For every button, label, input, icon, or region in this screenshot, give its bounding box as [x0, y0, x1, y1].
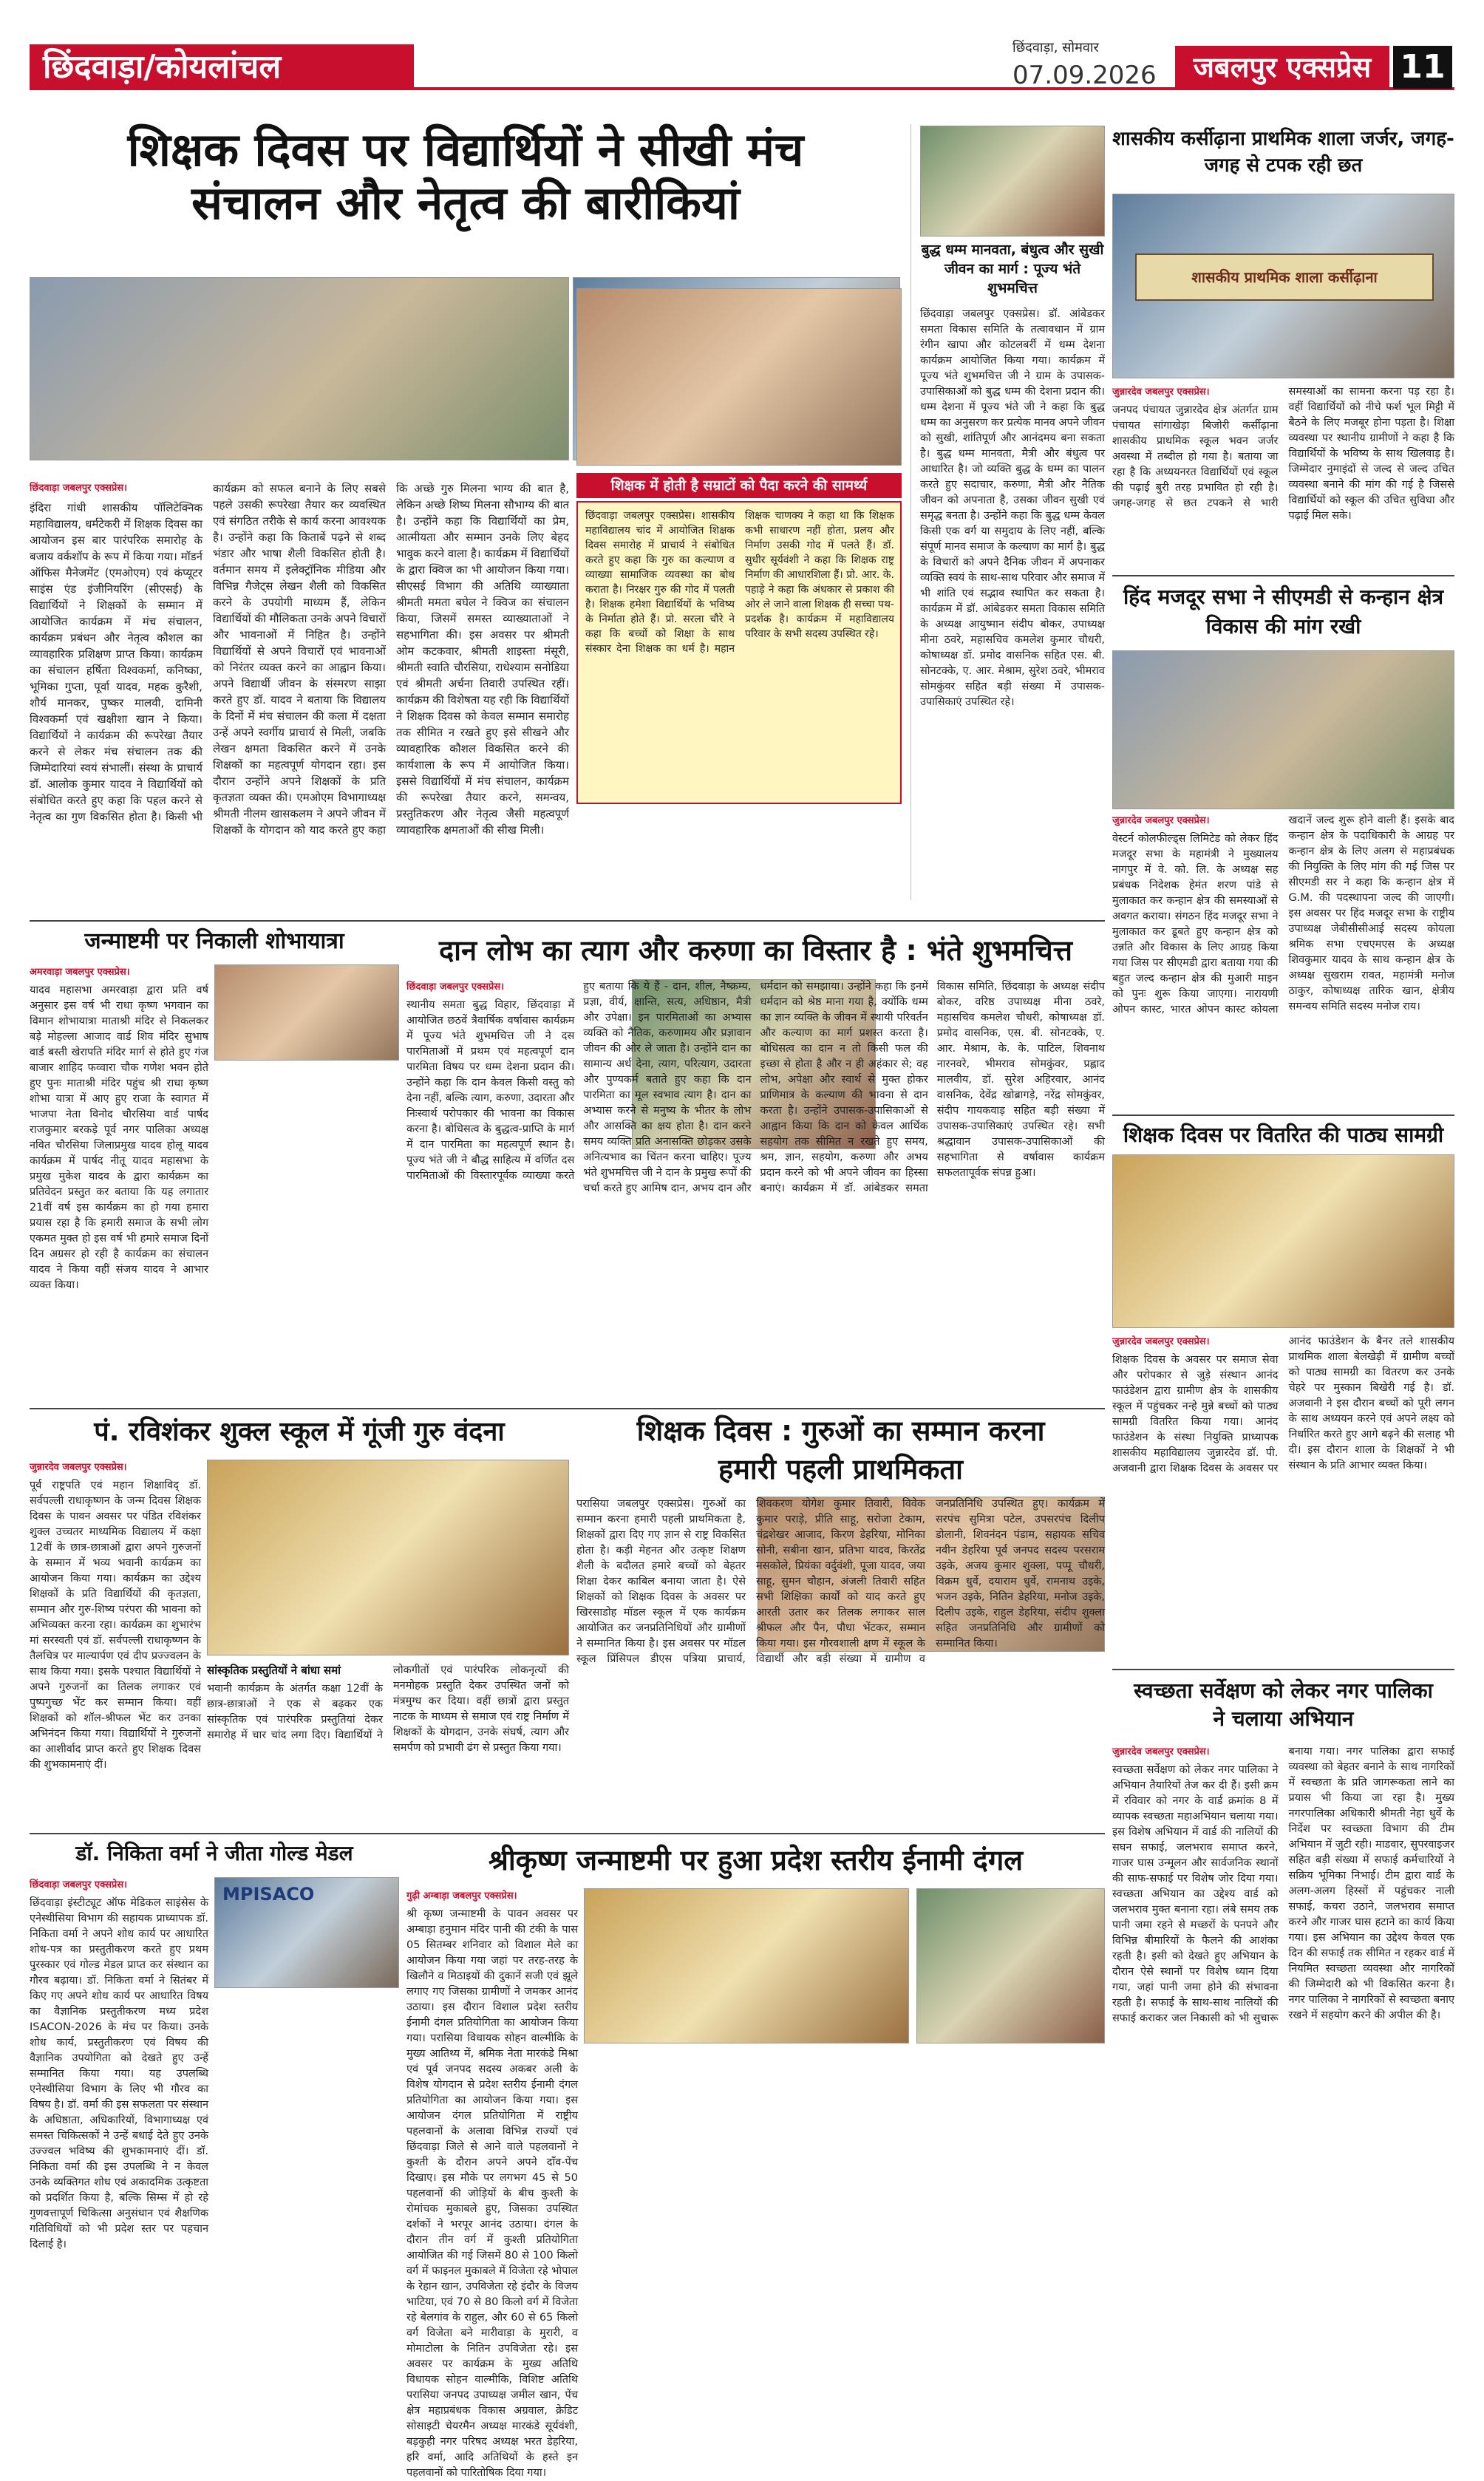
dangal-photo-2 [916, 1888, 1105, 2043]
ravishankar-article [30, 1460, 201, 1829]
nikita-photo [214, 1877, 399, 1988]
dangal-article [406, 1888, 578, 2479]
buddha-photo [920, 126, 1105, 236]
divider [1112, 575, 1454, 576]
city-day: छिंदवाड़ा, सोमवार [1012, 40, 1099, 55]
lead-headline-2: संचालन और नेतृत्व की बारीकियां [191, 176, 740, 230]
union-dateline: जुन्नारदेव जबलपुर एक्सप्रेस। [1112, 815, 1210, 826]
issue-date: 07.09.2026 [1012, 61, 1157, 90]
daan-dateline: छिंदवाड़ा जबलपुर एक्सप्रेस। [406, 981, 505, 993]
roof-headline: शासकीय कर्सीढ़ाना प्राथमिक शाला जर्जर, जगह-जगह से टपक रही छत [1112, 128, 1454, 177]
lead-photo-classroom [30, 277, 569, 460]
procession-dateline: अमरवाड़ा जबलपुर एक्सप्रेस। [30, 967, 130, 978]
ravishankar-body: पूर्व राष्ट्रपति एवं महान शिक्षाविद् डॉ. सर्वपल्ली राधाकृष्णन के जन्म दिवस शिक्षक दिवस के पावन अवसर पर पंडित रविशंकर शुक्ल उच्चतर माध्यमिक विद्यालय में कक्षा 12वीं के छात्र-छात्राओं द्वारा अपने गुरुजनों के सम्मान में भव्य भवानी कार्यक्रम का आयोजन किया गया। कार्यक्रम का उद्देश्य शिक्षकों के प्रति विद्यार्थियों की कृतज्ञता, सम्मान और गुरु-शिष्य परंपरा की भावना को अभिव्यक्त करना रहा। कार्यक्रम का शुभारंभ मां सरस्वती एवं डॉ. सर्वपल्ली राधाकृष्णन के तैलचित्र पर माल्यार्पण एवं दीप प्रज्ज्वलन के साथ किया गया। इसके पश्चात विद्यार्थियों ने अपने गुरुजनों का तिलक लगाकर एवं पुष्पगुच्छ भेंट कर सम्मान किया। वहीं शिक्षकों को शॉल-श्रीफल भेंट कर उनका अभिनंदन किया गया। विद्यार्थियों ने गुरुजनों का आशीर्वाद प्राप्त करते हुए शिक्षक दिवस की शुभकामनाएं दीं। [30, 1480, 201, 1771]
lead-body: इंदिरा गांधी शासकीय पॉलिटेक्निक महाविद्यालय, धर्मटेकरी में शिक्षक दिवस का आयोजन इस बार पारंपरिक समारोह के बजाय वर्कशॉप के रूप में किया गया। मॉडर्न ऑफिस मैनेजमेंट (एमओएम) एवं कंप्यूटर साइंस एंड इंजीनियरिंग (सीएसई) के विद्यार्थियों ने शिक्षकों के सम्मान में आयोजित कार्यक्रम में मंच संचालन, कार्यक्रम प्रबंधन और नेतृत्व कौशल का व्यावहारिक प्रशिक्षण प्राप्त किया। कार्यक्रम का संचालन हर्षिता विश्वकर्मा, कनिष्का, भूमिका गुप्ता, पूर्वा यादव, महक कुरैशी, शौर्य मानकर, पुष्कर मालवी, दामिनी विश्वकर्मा एवं खक्षीशा खान ने किया। विद्यार्थियों ने कार्यक्रम की रूपरेखा तैयार करने से लेकर मंच संचालन तक की जिम्मेदारियां स्वयं संभालीं। संस्था के प्राचार्य डॉ. आलोक कुमार यादव ने विद्यार्थियों को संबोधित करते हुए कहा कि पहल करने से नेतृत्व का गुण विकसित होता है। किसी भी कार्यक्रम को सफल बनाने के लिए सबसे पहले उसकी रूपरेखा तैयार कर व्यवस्थित एवं संगठित तरीके से कार्य करना आवश्यक है। उन्होंने कहा कि किताबें पढ़ने से शब्द भंडार और भाषा शैली विकसित होती है। वर्तमान समय में इलेक्ट्रॉनिक मीडिया और विभिन्न गैजेट्स लेखन शैली को विकसित करने के उपयोगी माध्यम हैं, लेकिन विद्यार्थियों की मौलिकता उनके अपने विचारों और भावनाओं में निहित है। उन्होंने विद्यार्थियों से अपने विचारों एवं भावनाओं को निरंतर व्यक्त करने का आह्वान किया। अपने विद्यार्थी जीवन के संस्मरण साझा करते हुए डॉ. यादव ने बताया कि विद्यालय के दिनों में मंच संचालन की कला में दक्षता उन्हें अपने स्वर्गीय प्राचार्य से मिली, जबकि लेखन क्षमता विकसित करने में उनके शिक्षकों का महत्वपूर्ण योगदान रहा। इस दौरान उन्होंने अपने शिक्षकों के प्रति कृतज्ञता व्यक्त की। एमओएम विभागाध्यक्ष श्रीमती नीलम खासकलम ने अपने जीवन में शिक्षकों के योगदान को याद करते हुए कहा कि अच्छे गुरु मिलना भाग्य की बात है, लेकिन अच्छे शिष्य मिलना सौभाग्य की बात है। उन्होंने कहा कि विद्यार्थियों का प्रेम, आत्मीयता और सम्मान उनके लिए बेहद भावुक करने वाला है। कार्यक्रम में विद्यार्थियों के द्वारा क्विज का भी आयोजन किया गया। सीएसई विभाग की अतिथि व्याख्याता श्रीमती ममता बघेल ने क्विज का संचालन किया, जिसमें समस्त व्याख्याताओं ने सहभागिता की। इस अवसर पर श्रीमती ओम कटकवार, श्रीमती शाइस्ता मंसूरी, श्रीमती स्वाति चौरसिया, राधेश्याम सनोडिया एवं श्रीमती अर्चना तिवारी उपस्थित रहीं। कार्यक्रम की विशेषता यह रही कि विद्यार्थियों ने शिक्षक दिवस को केवल सम्मान समारोह तक सीमित न रखते हुए इसे सीखने और व्यावहारिक कौशल विकसित करने की कार्यशाला के रूप में आयोजित किया। इससे विद्यार्थियों में मंच संचालन, कार्यक्रम की रूपरेखा तैयार करने, समन्वय, प्रस्तुतिकरण और नेतृत्व जैसी महत्वपूर्ण व्यावहारिक क्षमताओं की सीख मिली। [30, 482, 569, 837]
section-title: छिंदवाड़ा/कोयलांचल [30, 44, 414, 90]
center-body: छिंदवाड़ा जबलपुर एक्सप्रेस। शासकीय महाविद्यालय चांद में आयोजित शिक्षक दिवस समारोह में प्राचार्य ने संबोधित करते हुए कहा कि गुरु का कल्याण व व्याख्या सामाजिक व्यवस्था का बोध कराता है। निरक्षर गुरु की गोद में पलती है। शिक्षक हमेशा विद्यार्थियों के भविष्य के निर्माता होते हैं। प्रो. सरला चौरे ने कहा कि बच्चों को शिक्षा के साथ संस्कार देना शिक्षक का धर्म है। महान शिक्षक चाणक्य ने कहा था कि शिक्षक कभी साधारण नहीं होता, प्रलय और निर्माण उसकी गोद में पलते हैं। डॉ. सुधीर सूर्यवंशी ने कहा कि शिक्षक राष्ट्र निर्माण की आधारशिला हैं। प्रो. आर. के. पहाड़े ने कहा कि अंधकार से प्रकाश की ओर ले जाने वाला शिक्षक ही सच्चा पथ-प्रदर्शक है। कार्यक्रम में महाविद्यालय परिवार के सभी सदस्य उपस्थित रहे। [585, 510, 894, 655]
divider [30, 1408, 1105, 1409]
nikita-body: छिंदवाड़ा इंस्टीट्यूट ऑफ मेडिकल साइंसेस के एनेस्थीसिया विभाग की सहायक प्राध्यापक डॉ. निकिता वर्मा ने अपने शोध कार्य पर आधारित शोध-पत्र का प्रस्तुतीकरण करते हुए प्रथम पुरस्कार एवं गोल्ड मेडल प्राप्त कर संस्थान का गौरव बढ़ाया। डॉ. निकिता वर्मा ने सितंबर में किए गए अपने शोध कार्य पर आधारित विषय का वैज्ञानिक प्रस्तुतीकरण मध्य प्रदेश ISACON-2026 के मंच पर किया। उनके शोध कार्य, प्रस्तुतीकरण एवं विषय की वैज्ञानिक उपयोगिता को देखते हुए उन्हें सम्मानित किया गया। यह उपलब्धि एनेस्थीसिया विभाग के लिए भी गौरव का विषय है। डॉ. वर्मा की इस सफलता पर संस्थान के अधिष्ठाता, अधिकारियों, विभागाध्यक्ष एवं समस्त चिकित्सकों ने उन्हें बधाई देते हुए उनके उज्ज्वल भविष्य की शुभकामनाएं दीं। डॉ. निकिता वर्मा की इस उपलब्धि ने न केवल उनके व्यक्तिगत शोध एवं अकादमिक उत्कृष्टता को प्रदर्शित किया है, बल्कि सिम्स में हो रहे गुणवत्तापूर्ण चिकित्सा अनुसंधान एवं शैक्षणिक गतिविधियों को भी प्रदेश स्तर पर पहचान दिलाई है। [30, 1897, 208, 2250]
union-photo [1112, 650, 1454, 809]
roof-article [1112, 384, 1454, 569]
divider [30, 1833, 1105, 1834]
page-number: 11 [1393, 46, 1452, 89]
procession-article [30, 964, 208, 1401]
roof-body: जनपद पंचायत जुन्नारदेव क्षेत्र अंतर्गत ग्राम पंचायत सांगाखेड़ा बिजोरी कर्सीढ़ाना शासकीय प्राथमिक स्कूल भवन जर्जर अवस्था में तब्दील हो गया है। बताया जा रहा है कि अध्ययनरत विद्यार्थियों एवं स्कूल की पढ़ाई बुरी तरह प्रभावित हो रही है। जगह-जगह से छत टपकने से भारी समस्याओं का सामना करना पड़ रहा है। वहीं विद्यार्थियों को नीचे फर्श भूल मिट्टी में बैठने के लिए मजबूर होना पड़ता है। शिक्षा व्यवस्था पर स्थानीय ग्रामीणों ने कहा है कि विद्यार्थियों के भविष्य के साथ खिलवाड़ है। जिम्मेदार नुमाइंदों से जल्द से जल्द उचित व्यवस्था बनाने की मांग की गई है जिससे विद्यार्थियों को स्कूल की उचित सुविधा और पढ़ाई मिल सके। [1112, 386, 1454, 522]
dangal-dateline: गुढ़ी अम्बाड़ा जबलपुर एक्सप्रेस। [406, 1890, 517, 1902]
lead-dateline: छिंदवाड़ा जबलपुर एक्सप्रेस। [30, 483, 128, 494]
buddha-headline: बुद्ध धम्म मानवता, बंधुत्व और सुखी जीवन का मार्ग : पूज्य भंते शुभमचित्त [921, 242, 1104, 296]
ravishankar-headline: पं. रविशंकर शुक्ल स्कूल में गूंजी गुरु वंदना [94, 1417, 505, 1447]
divider [1112, 1669, 1454, 1670]
samman-headline-2: हमारी पहली प्राथमिकता [718, 1453, 963, 1485]
paper-name: जबलपुर एक्सप्रेस [1175, 46, 1389, 89]
clean-dateline: जुन्नारदेव जबलपुर एक्सप्रेस। [1112, 1746, 1210, 1757]
nikita-photo-logo: MPISACO [222, 1884, 315, 1905]
union-headline: हिंद मजदूर सभा ने सीएमडी से कन्हान क्षेत्र विकास की मांग रखी [1123, 585, 1444, 639]
buddha-body: छिंदवाड़ा जबलपुर एक्सप्रेस। डॉ. आंबेडकर समता विकास समिति के तत्वावधान में ग्राम रंगीन खापा और कोटलबर्री में धम्म देशना कार्यक्रम आयोजित किया गया। कार्यक्रम में पूज्य भंते शुभमचित्त जी ने ग्राम के उपासक-उपासिकाओं को बुद्ध धम्म की देशना प्रदान की। धम्म देशना में पूज्य भंते जी ने कहा कि बुद्ध धम्म का अनुसरण कर प्रत्येक मानव अपने जीवन को सुखी, शांतिपूर्ण और आनंदमय बना सकता है। बुद्ध धम्म मानवता, मैत्री और बंधुत्व पर आधारित है। जो व्यक्ति बुद्ध के धम्म का पालन करते हुए सदाचार, करुणा, मैत्री और नैतिक जीवन को अपनाता है, उसका जीवन सुखी एवं समृद्ध बनता है। उन्होंने कहा कि बुद्ध धम्म केवल किसी एक वर्ग या समुदाय के लिए नहीं, बल्कि संपूर्ण मानव समाज के कल्याण का मार्ग है। बुद्ध के विचारों को अपने दैनिक जीवन में अपनाकर व्यक्ति स्वयं के साथ-साथ परिवार और समाज में भी शांति एवं सद्भाव स्थापित कर सकता है। कार्यक्रम में डॉ. आंबेडकर समता विकास समिति के अध्यक्ष आयुष्मान संदीप बोकर, उपाध्यक्ष मीना ठवरे, महासचिव कमलेश कुमार चौधरी, कोषाध्यक्ष डॉ. प्रमोद वासनिक सहित एस. बी. सोनटक्के, ए. आर. मेश्राम, सुरेश ठवरे, भीमराव सोमकुंवर सहित बड़ी संख्या में उपासक-उपासिकाएं उपस्थित रहे। [920, 308, 1106, 708]
union-article [1112, 813, 1454, 1109]
procession-photo [214, 964, 399, 1061]
divider [1112, 1114, 1454, 1116]
books-headline: शिक्षक दिवस पर वितरित की पाठ्य सामग्री [1123, 1123, 1444, 1147]
dangal-headline: श्रीकृष्ण जन्माष्टमी पर हुआ प्रदेश स्तरीय ईनामी दंगल [489, 1844, 1023, 1876]
ravishankar-dateline: जुन्नारदेव जबलपुर एक्सप्रेस। [30, 1462, 127, 1473]
roof-dateline: जुन्नारदेव जबलपुर एक्सप्रेस। [1112, 387, 1210, 398]
ravishankar-body-2: भवानी कार्यक्रम के अंतर्गत कक्षा 12वीं के छात्र-छात्राओं ने एक से बढ़कर एक सांस्कृतिक एवं पारंपरिक प्रस्तुतियां देकर समारोह में चार चांद लगा दिए। विद्यार्थियों ने लोकगीतों एवं पारंपरिक लोकनृत्यों की मनमोहक प्रस्तुति देकर उपस्थित जनों को मंत्रमुग्ध कर दिया। वहीं छात्रों द्वारा प्रस्तुत नाटक के माध्यम से समाज एवं राष्ट्र निर्माण में शिक्षकों के योगदान, उनके संघर्ष, त्याग और समर्पण को प्रभावी ढंग से प्रस्तुत किया गया। [207, 1664, 569, 1754]
books-photo [1112, 1154, 1454, 1328]
roof-photo [1112, 194, 1454, 378]
procession-article-cont [214, 1068, 399, 1401]
ravishankar-subhead: सांस्कृतिक प्रस्तुतियों ने बांधा समां [207, 1664, 341, 1677]
center-caption: शिक्षक में होती है सम्राटों को पैदा करने की सामर्थ्य [576, 473, 902, 498]
dangal-body: श्री कृष्ण जन्माष्टमी के पावन अवसर पर अम्बाड़ा हनुमान मंदिर पानी की टंकी के पास 05 सितम्बर शनिवार को विशाल मेले का आयोजन किया गया जहां पर तरह-तरह के खिलौने व मिठाइयों की दुकानें सजी एवं झूले लगाए गए जिसका ग्रामीणों ने जमकर आनंद उठाया। इस दौरान विशाल प्रदेश स्तरीय ईनामी दंगल प्रतियोगिता का आयोजन किया गया। परासिया विधायक सोहन वाल्मीकि के मुख्य आतिथ्य में, श्रमिक नेता मारकंडे मिश्रा एवं पूर्व जनपद सदस्य अकबर अली के विशेष योगदान से प्रदेश स्तरीय ईनामी दंगल प्रतियोगिता का आयोजन किया गया। इस आयोजन दंगल प्रतियोगिता में राष्ट्रीय पहलवानों के अलावा विभिन्न राज्यों एवं छिंदवाड़ा जिले से आने वाले पहलवानों ने कुश्ती के दौरान अपने अपने दाँव-पेंच दिखाए। इस मौके पर लगभग 45 से 50 पहलवानों की जोड़ियों के बीच कुश्ती के रोमांचक मुकाबले हुए, जिसका उपस्थित दर्शकों ने भरपूर आनंद उठाया। दंगल के दौरान तीन वर्ग में कुश्ती प्रतियोगिता आयोजित की गई जिसमें 80 से 100 किलो वर्ग में फाइनल मुकाबले में विजेता रहे भोपाल के रेहान खान, उपविजेता रहे इंदौर के विजय भाटिया, एवं 70 से 80 किलो वर्ग में विजेता रहे बेलगांव के राहुल, और 60 से 65 किलो वर्ग विजेता बने मारीवाड़ा के मुरारी, व मोमाटोला के नितिन उपविजेता रहे। इस अवसर पर कार्यक्रम के मुख्य अतिथि विधायक सोहन वाल्मीकि, विशिष्ट अतिथि परासिया जनपद उपाध्यक्ष जमील खान, पेंच क्षेत्र महाप्रबंधक विकास अग्रवाल, क्रेडिट सोसाइटी चेयरमैन अध्यक्ष मारकंडे सूर्यवंशी, बड़कुही नगर परिषद अध्यक्ष भरत डेहरिया, हरि वर्मा, आदि अतिथियों के हस्ते इन पहलवानों को पारितोषिक दिया गया। [406, 1908, 578, 2479]
center-photo-group [576, 288, 902, 466]
union-body: वेस्टर्न कोलफील्ड्स लिमिटेड को लेकर हिंद मजदूर सभा के महामंत्री ने मुख्यालय नागपुर में वे. को. लि. के अध्यक्ष सह प्रबंधक निदेशक हेमंत शरण पांडे से मुलाकात कर कन्हान क्षेत्र की समस्याओं से अवगत कराया। संगठन हिंद मजदूर सभा ने मुलाकात कर डूबते हुए कन्हान क्षेत्र को उन्नति और विकास के लिए आग्रह किया गया जिस पर सीएमडी द्वारा बताया गया की बहुत जल्द कन्हान क्षेत्र की मुआरी माइन को पुनः शुरू किया जाएगा। नारायणी ओपन कास्ट, भारत ओपन कास्ट कोयला खदानें जल्द शुरू होने वाली हैं। इसके बाद कन्हान क्षेत्र के पदाधिकारी के आग्रह पर कन्हान क्षेत्र के लिए अलग से महाप्रबंधक की नियुक्ति के लिए मांग की गई जिस पर सीएमडी सर ने कहा कि कन्हान क्षेत्र में G.M. की पदस्थापना जल्द की जाएगी। इस अवसर पर हिंद मजदूर सभा के राष्ट्रीय उपाध्यक्ष जेबीसीसीआई सदस्य कोयला श्रमिक सभा एचएमएस के अध्यक्ष शिवकुमार यादव के साथ कन्हान क्षेत्र के अध्यक्ष सुखराम रावत, महामंत्री मनोज ठाकुर, कोषाध्यक्ष तारिक खान, क्षेत्रीय समन्वय समिति सदस्य मनोज राय। [1112, 814, 1454, 1015]
roof-sign: शासकीय प्राथमिक शाला कर्सीढ़ाना [1135, 253, 1434, 301]
clean-body: स्वच्छता सर्वेक्षण को लेकर नगर पालिका ने अभियान तैयारियों तेज कर दी हैं। इसी क्रम में रविवार को नगर के वार्ड क्रमांक 8 में व्यापक स्वच्छता महाअभियान चलाया गया। इस विशेष अभियान में वार्ड की नालियों की सघन सफाई, जलभराव समाप्त करने, गाजर घास उन्मूलन और सार्वजनिक स्थानों की साफ-सफाई पर विशेष जोर दिया गया। स्वच्छता अभियान का उद्देश्य वार्ड को जलभराव मुक्त बनाना रहा। लंबे समय तक पानी जमा रहने से मच्छरों के पनपने और विभिन्न बीमारियों के फैलने की आशंका रहती है। इसी को देखते हुए अभियान के दौरान ऐसे स्थानों पर विशेष ध्यान दिया गया, जहां पानी जमा होने की संभावना रहती है। सफाई के साथ-साथ नालियों की सफाई कराकर जल निकासी को भी सुचारू बनाया गया। नगर पालिका द्वारा सफाई व्यवस्था को बेहतर बनाने के साथ नागरिकों में स्वच्छता के प्रति जागरूकता लाने का प्रयास भी किया जा रहा है। मुख्य नगरपालिका अधिकारी श्रीमती नेहा धुर्वे के निर्देश पर स्वच्छता विभाग की टीम अभियान में जुटी रही। माडवार, सुपरवाइजर सहित बड़ी संख्या में सफाई कर्मचारियों ने सक्रिय भूमिका निभाई। टीम द्वारा वार्ड के अलग-अलग हिस्सों में पहुंचकर नाली सफाई, कचरा उठाने, जलभराव समाप्त करने और गाजर घास हटाने का कार्य किया गया। इस अभियान का उद्देश्य केवल एक दिन की सफाई तक सीमित न रहकर वार्ड में नियमित स्वच्छता व्यवस्था और नागरिकों की जिम्मेदारी को भी विकसित करना है। नगर पालिका ने नागरिकों से स्वच्छता बनाए रखने में सहयोग करने की अपील की है। [1112, 1746, 1454, 2024]
books-article [1112, 1334, 1454, 1663]
ravishankar-article-2 [207, 1663, 569, 1829]
samman-body: परासिया जबलपुर एक्सप्रेस। गुरुओं का सम्मान करना हमारी पहली प्राथमिकता है, शिक्षकों द्वारा दिए गए ज्ञान से राष्ट्र विकसित होता है। कड़ी मेहनत और उत्कृष्ट शिक्षण शैली के बदौलत हमारे बच्चों को बेहतर शिक्षा देकर काबिल बनाया जाता है। ऐसे शिक्षकों को शिक्षक दिवस के अवसर पर खिरसाडोह मॉडल स्कूल में एक कार्यक्रम आयोजित कर जनप्रतिनिधियों और ग्रामीणों ने सम्मानित किया है। इस अवसर पर मॉडल स्कूल प्रिंसिपल डीएस पत्रिया प्राचार्य, शिवकरण योगेश कुमार तिवारी, विवेक कुमार पराड़े, प्रीति साहू, सरोजा टेकाम, चंद्रशेखर आजाद, किरण डेहरिया, मोनिका सोनी, सबीना खान, प्रतिभा यादव, किरतेंद्र मसकोले, प्रियंका वर्दुवंशी, पूजा यादव, जया साहू, सुमन चौहान, अंजली तिवारी सहित सभी शिक्षिका कार्यों को याद करते हुए आरती उतार कर तिलक लगाकर साल श्रीफल और पैन, पौधा भेंटकर, सम्मान किया गया। इस गौरवशाली क्षण में स्कूल के विद्यार्थी और बड़ी संख्या में ग्रामीण व जनप्रतिनिधि उपस्थित हुए। कार्यक्रम में सरपंच सुमित्रा पटेल, उपसरपंच दिलीप डोलानी, शिवनंदन पंडाम, सहायक सचिव नवीन डेहरिया पूर्व जनपद सदस्य परसराम उइके, अजय कुमार शुक्ला, पप्पू चौधरी, विक्रम धुर्वे, दयाराम धुर्वे, रामनाथ उइके, भजन उइके, नितिन डेहरिया, मनोज उइके, दिलीप उइके, राहुल डेहरिया, संदीप शुक्ला सहित जनप्रतिनिधि और ग्रामीणों को सम्मानित किया। [576, 1498, 1105, 1665]
procession-headline: जन्माष्टमी पर निकाली शोभायात्रा [84, 928, 344, 954]
divider [30, 920, 1105, 922]
samman-headline-1: शिक्षक दिवस : गुरुओं का सम्मान करना [636, 1415, 1045, 1447]
lead-headline-1: शिक्षक दिवस पर विद्यार्थियों ने सीखी मंच [127, 123, 804, 177]
clean-headline-2: ने चलाया अभियान [1213, 1706, 1354, 1731]
nikita-headline: डॉ. निकिता वर्मा ने जीता गोल्ड मेडल [75, 1841, 353, 1865]
daan-headline: दान लोभ का त्याग और करुणा का विस्तार है : भंते शुभमचित्त [439, 934, 1072, 967]
dangal-photo-1 [584, 1888, 909, 2043]
daan-body: स्थानीय समता बुद्ध विहार, छिंदवाड़ा में आयोजित छठवें त्रैवार्षिक वर्षावास कार्यक्रम में पूज्य भंते शुभमचित्त जी ने दस पारमिताओं में प्रथम एवं महत्वपूर्ण दान पारमिता विषय पर धम्म देशना प्रदान की। उन्होंने कहा कि दान केवल किसी वस्तु को देना नहीं, बल्कि त्याग, करुणा, उदारता और निःस्वार्थ परोपकार की भावना का विकास करना है। बोधिसत्व के बुद्धत्व-प्राप्ति के मार्ग में दान पारमिता का महत्वपूर्ण स्थान है। पूज्य भंते जी ने बौद्ध साहित्य में वर्णित दस पारमिताओं की विस्तारपूर्वक व्याख्या करते हुए बताया कि ये हैं - दान, शील, नैष्क्रम्य, प्रज्ञा, वीर्य, क्षान्ति, सत्य, अधिष्ठान, मैत्री और उपेक्षा। इन पारमिताओं का अभ्यास व्यक्ति को नैतिक, करुणामय और प्रज्ञावान जीवन की ओर ले जाता है। उन्होंने दान का सामान्य अर्थ देना, त्याग, परित्याग, उदारता और पुण्यकर्म बताते हुए कहा कि दान पारमिता का मूल स्वभाव त्याग है। दान का अभ्यास करने से मनुष्य के भीतर के लोभ और आसक्ति का क्षय होता है। दान करने समय व्यक्ति प्रति अनासक्ति छोड़कर उसके अनित्यभाव का चिंतन करना चाहिए। पूज्य भंते शुभमचित्त जी ने दान के प्रमुख रूपों की चर्चा करते हुए आमिष दान, अभय दान और धर्मदान को समझाया। उन्होंने कहा कि इनमें धर्मदान को श्रेष्ठ माना गया है, क्योंकि धम्म का ज्ञान व्यक्ति के जीवन में स्थायी परिवर्तन और कल्याण का मार्ग प्रशस्त करता है। बोधिसत्व का दान न तो किसी फल की इच्छा से होता है और न ही अहंकार से; वह लोभ, अपेक्षा और स्वार्थ से मुक्त होकर प्राणिमात्र के कल्याण की भावना से दान करता है। उन्होंने उपासक-उपासिकाओं से आह्वान किया कि दान को केवल आर्थिक सहयोग तक सीमित न रखते हुए समय, श्रम, ज्ञान, सहयोग, करुणा और अभय प्रदान करने को भी अपने जीवन का हिस्सा बनाएं। कार्यक्रम में डॉ. आंबेडकर समता विकास समिति, छिंदवाड़ा के अध्यक्ष संदीप बोकर, वरिष्ठ उपाध्यक्ष मीना ठवरे, महासचिव कमलेश चौधरी, कोषाध्यक्ष डॉ. प्रमोद वासनिक, एस. बी. सोनटक्के, ए. आर. मेश्राम, के. के. पाटिल, शिवनाथ नारनवरे, भीमराव सोमकुंवर, प्रह्लाद मालवीय, डॉ. सुरेश अहिरवार, आनंद वासनिक, देवेंद्र खोब्रागड़े, नरेंद्र सोमकुंवर, संदीप गायकवाड़ सहित बड़ी संख्या में उपासक-उपासिकाएं उपस्थित रहे। सभी श्रद्धावान उपासक-उपासिकाओं की सहभागिता से वर्षावास कार्यक्रम सफलतापूर्वक संपन्न हुआ। [406, 981, 1105, 1194]
books-body: शिक्षक दिवस के अवसर पर समाज सेवा और परोपकार से जुड़े संस्थान आनंद फाउंडेशन द्वारा ग्रामीण क्षेत्र के शासकीय स्कूल में पहुंचकर नन्हे मुन्ने बच्चों को पाठ्य सामग्री वितरित किया गया। आनंद फाउंडेशन के संस्था नियुक्ति प्राध्यापक शासकीय महाविद्यालय जुन्नारदेव डॉ. पी. अजवानी द्वारा शिक्षक दिवस के अवसर पर आनंद फाउंडेशन के बैनर तले शासकीय प्राथमिक शाला बेलखेड़ी में ग्रामीण बच्चों को पाठ्य सामग्री का वितरण कर उनके चेहरे पर मुस्कान बिखेरी गई है। डॉ. अजवानी ने इस दौरान बच्चों को पूरी लगन के साथ अध्ययन करने एवं अपने लक्ष्य को निर्धारित करते हुए आगे बढ़ने की सलाह भी दी। इस दौरान शाला के शिक्षकों ने भी संस्थान के प्रति आभार व्यक्त किया। [1112, 1335, 1454, 1474]
clean-headline-1: स्वच्छता सर्वेक्षण को लेकर नगर पालिका [1134, 1678, 1433, 1703]
daan-article [406, 979, 1105, 1404]
nikita-article [30, 1877, 208, 2291]
procession-body: यादव महासभा अमरवाड़ा द्वारा प्रति वर्ष अनुसार इस वर्ष भी राधा कृष्ण भगवान का विमान शोभायात्रा माताश्री मंदिर से निकलकर बड़े मोहल्ला आजाद वार्ड शिव मंदिर सुभाष वार्ड बस्ती खेरापति मंदिर मार्ग से होते हुए गंज बाजार शाहिद फव्वारा चौक गणेश भवन होते हुए पुनः माताश्री मंदिर पहुंच श्री राधा कृष्ण शोभा यात्रा में आए हुए राजा के स्वागत में भाजपा नेता विनोद चौरसिया वार्ड पार्षद राजकुमार बरकड़े पूर्व नगर पालिका अध्यक्ष नवित चौरसिया जिलाप्रमुख यादव होलू यादव कार्यक्रम में पार्षद नीतू यादव महासभा के प्रमुख मुकेश यादव के द्वारा कार्यक्रम का प्रतिवेदन प्रस्तुत कर बताया कि यह लगातार 21वीं वर्ष इस कार्यक्रम का हो गया हमारा प्रयास रहा है कि हमारी समाज के सभी लोग एकमत मुक्त हो इस वर्ष भी हमारे समाज दिनों दिन अग्रसर हो रही है कार्यक्रम का संचालन यादव ने किया वहीं संजय यादव ने आभार व्यक्त किया। [30, 984, 208, 1291]
books-dateline: जुन्नारदेव जबलपुर एक्सप्रेस। [1112, 1336, 1210, 1347]
nikita-article-cont [214, 1995, 399, 2291]
nikita-dateline: छिंदवाड़ा जबलपुर एक्सप्रेस। [30, 1879, 128, 1890]
dangal-article-cont [584, 2051, 1105, 2291]
lead-article-tail [30, 806, 902, 872]
clean-article [1112, 1744, 1454, 2291]
ravishankar-photo [207, 1460, 569, 1655]
